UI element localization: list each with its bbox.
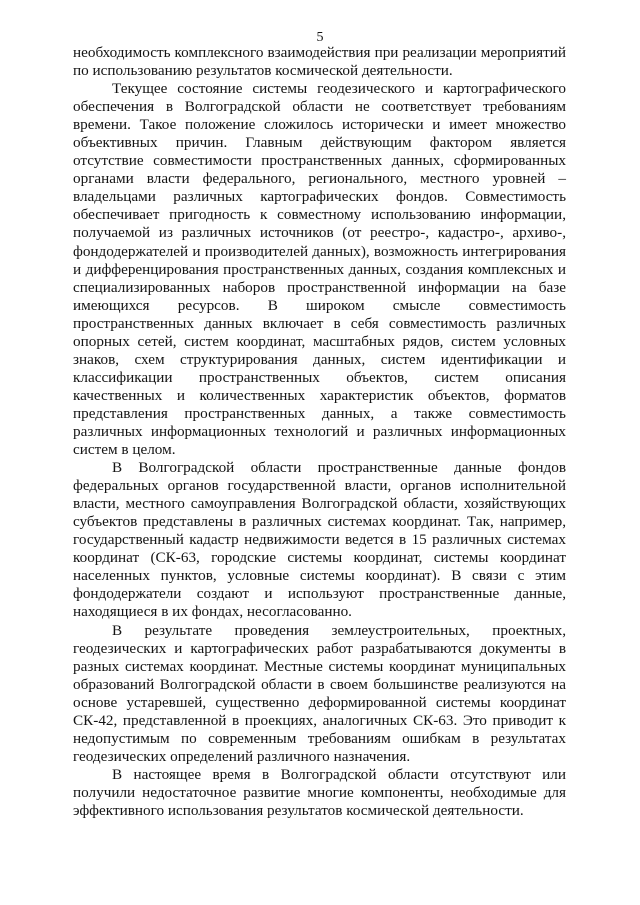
paragraph-current-state: Текущее состояние системы геодезического и картографического обеспечения в Волгоградской области не соответствует требованиям времени. Такое положение сложилось исторически и имеет множество объективных причин. Главным действующим фактором является отсутствие совместимости пространственных данных, сформированных органами власти федерального, регионального, местного уровней – владельцами различных картографических фондов. Совместимость обеспечивает пригодность к совместному использованию информации, получаемой из различных источников (от реестро-, кадастро-, архиво-, фондодержателей и производителей данных), возможность интегрирования и дифференцирования пространственных данных, создания комплексных и специализированных наборов пространственной информации на базе имеющихся ресурсов. В широком смысле совместимость пространственных данных включает в себя совместимость различных опорных сетей, систем координат, масштабных рядов, систем условных знаков, схем структурирования данных, систем идентификации и классификации пространственных объектов, систем описания качественных и количественных характеристик объектов, форматов представления пространственных данных, а также совместимость различных информационных технологий и различных информационных систем в целом. <box>73 80 566 459</box>
document-body <box>73 44 566 820</box>
paragraph-continuation: необходимость комплексного взаимодействия при реализации мероприятий по использованию результатов космической деятельности. <box>73 44 566 80</box>
paragraph-survey-results: В результате проведения землеустроительных, проектных, геодезических и картографических работ разрабатываются документы в разных системах координат. Местные системы координат муниципальных образований Волгоградской области в своем большинстве реализуются на основе устаревшей, существенно деформированной системы координат СК-42, представленной в проекциях, аналогичных СК-63. Это приводит к недопустимым по современным требованиям ошибкам в результатах геодезических определений различного назначения. <box>73 621 566 765</box>
page-number: 5 <box>316 30 324 45</box>
paragraph-coordinate-systems: В Волгоградской области пространственные данные фондов федеральных органов государственной власти, органов исполнительной власти, местного самоуправления Волгоградской области, хозяйствующих субъектов представлены в различных системах координат. Так, например, государственный кадастр недвижимости ведется в 15 различных системах координат (СК-63, городские системы координат, системы координат населенных пунктов, условные системы координат). В связи с этим фондодержатели создают и используют пространственные данные, находящиеся в их фондах, несогласованно. <box>73 459 566 621</box>
paragraph-conclusion: В настоящее время в Волгоградской области отсутствуют или получили недостаточное развитие многие компоненты, необходимые для эффективного использования результатов космической деятельности. <box>73 765 566 819</box>
